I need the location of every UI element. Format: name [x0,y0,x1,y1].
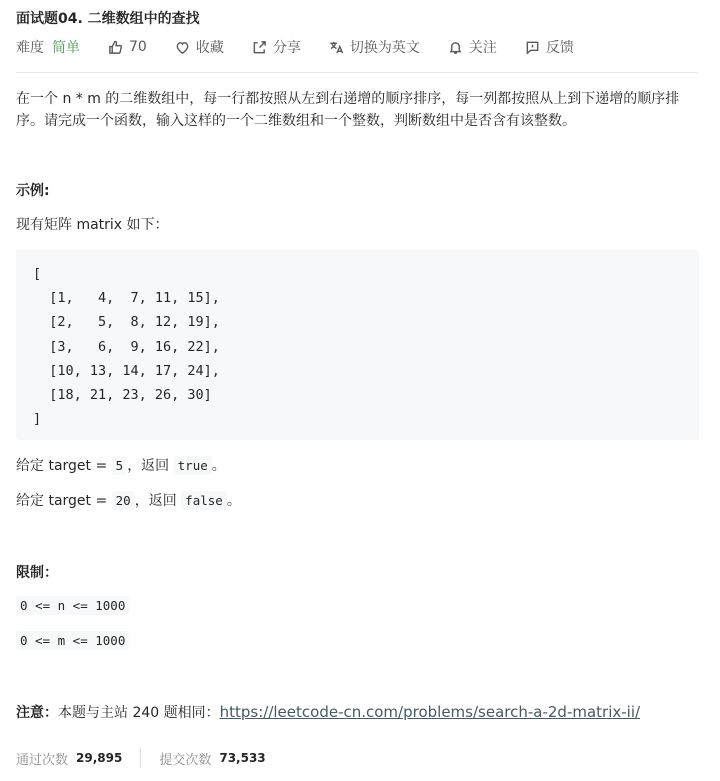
limits-title: 限制： [16,565,58,581]
like-button[interactable] [108,39,147,55]
matrix-code-block: [ [1, 4, 7, 11, 15], [2, 5, 8, 12, 19], [3, 6, 9, 16, 22], [10, 13, 14, 17, 24], [18, 21, 23, 26, 30] ] [16,250,699,440]
share-button[interactable] [252,37,301,57]
bell-icon [448,40,463,55]
switch-language-button[interactable] [329,37,420,57]
accepted-label: 通过次数 [16,752,69,768]
problem-title: 面试题04. 二维数组中的查找 [16,11,200,27]
note-text: 本题与主站 240 题相同： [58,705,220,721]
follow-button[interactable] [448,37,497,57]
thumbs-up-icon [108,40,123,55]
example1-suffix: 。 [211,458,226,474]
share-icon [252,40,267,55]
submitted-count: 73,533 [219,751,266,765]
note-label: 注意： [16,705,58,721]
feedback-label: 反馈 [545,40,574,56]
example-title: 示例: [16,183,50,199]
example2-prefix: 给定 target = [16,493,112,509]
example-intro: 现有矩阵 matrix 如下： [16,217,169,233]
example2-suffix: 。 [226,493,241,509]
translate-icon [329,40,344,55]
feedback-button[interactable] [525,37,574,57]
example1-result: true [174,456,212,475]
problem-meta-bar [16,36,602,58]
example1-mid: ，返回 [127,458,174,474]
example2-mid: ，返回 [134,493,182,509]
limit-item [16,596,129,615]
share-label: 分享 [272,40,301,56]
difficulty-label: 难度 [16,40,44,56]
difficulty-value: 简单 [52,40,80,56]
switch-language-label: 切换为英文 [349,40,420,56]
heart-icon [175,40,190,55]
note-line [16,702,640,722]
example1-prefix: 给定 target = [16,458,112,474]
favorite-button[interactable] [175,37,224,57]
submission-stats [16,748,266,768]
limit-n: 0 <= n <= 1000 [16,596,129,615]
main-site-problem-link[interactable]: https://leetcode-cn.com/problems/search-a-2d-matrix-ii/ [219,703,641,721]
accepted-count: 29,895 [76,751,123,765]
submitted-label: 提交次数 [159,752,212,768]
example-line-2 [16,490,241,510]
stats-divider [140,748,141,768]
favorite-label: 收藏 [195,40,224,56]
example2-result: false [181,491,227,510]
follow-label: 关注 [468,40,497,56]
feedback-icon [525,40,540,55]
like-count: 70 [129,39,147,55]
limit-item [16,631,129,650]
problem-description: 在一个 n * m 的二维数组中，每一行都按照从左到右递增的顺序排序，每一列都按照从上到下递增的顺序排序。请完成一个函数，输入这样的一个二维数组和一个整数，判断数组中是否含有该整数。 [16,91,680,129]
limit-m: 0 <= m <= 1000 [16,631,129,650]
example2-target: 20 [112,491,135,510]
header-divider [16,72,698,73]
example1-target: 5 [112,456,128,475]
example-line-1 [16,455,226,475]
